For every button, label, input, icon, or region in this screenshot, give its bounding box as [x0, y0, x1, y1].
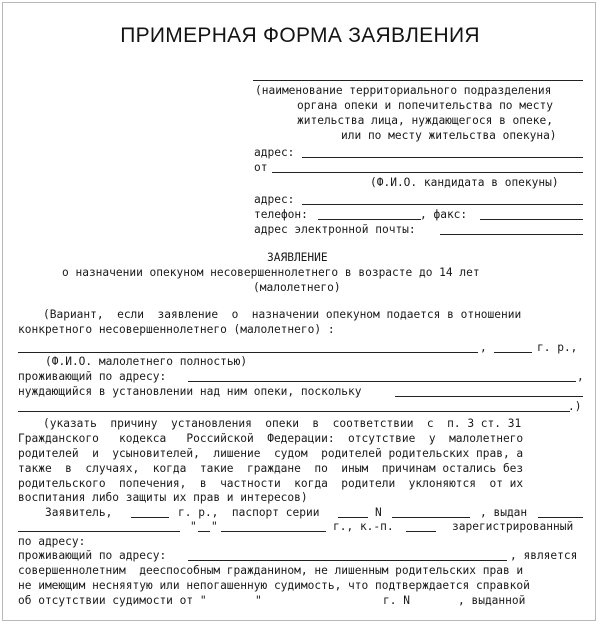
- fax-label: , факс:: [420, 208, 468, 221]
- issue-month-field[interactable]: [221, 531, 326, 532]
- authority-hint-1: (наименование территориального подразделения: [255, 84, 552, 97]
- statement-subtitle: о назначении опекуном несовершеннолетнего в возрасте до 14 лет: [62, 266, 480, 279]
- residing-label-2: проживающий по адресу:: [18, 549, 167, 562]
- fax-field[interactable]: [480, 219, 583, 220]
- certificate-number-label: г. N: [383, 594, 410, 607]
- issued-label: , выдан: [480, 506, 528, 519]
- statement-title: ЗАЯВЛЕНИЕ: [267, 251, 328, 264]
- needs-guardianship-label: нуждающийся в установлении над ним опеки, поскольку: [18, 385, 362, 398]
- phone-field[interactable]: [318, 219, 421, 220]
- authority-hint-4: или по месту жительства опекуна): [341, 129, 557, 142]
- candidate-name-hint: (Ф.И.О. кандидата в опекуны): [370, 176, 559, 189]
- reason-text-1: (указать причину установления опеки в соответствии с п. 3 ст. 31: [43, 417, 522, 430]
- registered-label: зарегистрированный: [452, 520, 574, 533]
- eligibility-text-2: не имеющим несняятую или непогашенную судимость, что подтверждается справкой: [18, 579, 530, 592]
- passport-number-label: N: [375, 506, 382, 519]
- residing-label: проживающий по адресу:: [18, 370, 167, 383]
- issue-day-field[interactable]: [198, 531, 210, 532]
- candidate-address-field[interactable]: [302, 204, 583, 205]
- certificate-quote: ": [255, 594, 262, 607]
- minor-name-hint: (Ф.И.О. малолетнего полностью): [45, 355, 248, 368]
- birth-year-label: г. р.,: [537, 341, 578, 354]
- division-code-label: г., к.-п.: [333, 520, 394, 533]
- issued-by-field-2[interactable]: [18, 531, 180, 532]
- page-title: ПРИМЕРНАЯ ФОРМА ЗАЯВЛЕНИЯ: [120, 24, 480, 47]
- reason-text-3: родителей и усыновителей, лишение судом родителей родительских прав, а: [18, 447, 524, 460]
- comma: ,: [480, 341, 487, 354]
- variant-text-2: конкретного несовершеннолетнего (малолетнего) :: [18, 323, 335, 336]
- minor-name-field[interactable]: [18, 352, 478, 353]
- email-field[interactable]: [440, 234, 583, 235]
- passport-series-label: г. р., паспорт серии: [178, 506, 320, 519]
- minor-address-field[interactable]: [188, 381, 576, 382]
- reason-text-4: также в случаях, когда такие граждане по иным причинам остались без: [18, 462, 524, 475]
- applicant-label: Заявитель,: [45, 506, 113, 519]
- email-label: адрес электронной почты:: [254, 223, 416, 236]
- eligibility-text-1: совершеннолетним дееспособным гражданином, не лишенным родительских прав и: [18, 564, 524, 577]
- authority-hint-2: органа опеки и попечительства по месту: [297, 99, 553, 112]
- applicant-address-field[interactable]: [188, 560, 507, 561]
- is-label: , является: [510, 549, 578, 562]
- candidate-address-label: адрес:: [254, 193, 295, 206]
- address-label: адрес:: [254, 146, 295, 159]
- from-label: от: [254, 161, 268, 174]
- reason-text-5: родительского попечения, в частности когда родители уклоняются от их: [18, 477, 524, 490]
- reason-close: .): [568, 400, 582, 413]
- reason-field-1[interactable]: [395, 396, 583, 397]
- phone-label: телефон:: [254, 208, 308, 221]
- certificate-issued-label: , выданной: [458, 594, 526, 607]
- statement-subtitle-2: (малолетнего): [253, 281, 341, 294]
- applicant-birth-year-field[interactable]: [131, 517, 169, 518]
- minor-birth-year-field[interactable]: [494, 352, 532, 353]
- passport-number-field[interactable]: [392, 517, 470, 518]
- reason-text-2: Гражданского кодекса Российской Федерации: отсутствие у малолетнего: [18, 432, 524, 445]
- at-address-label: по адресу:: [18, 535, 86, 548]
- authority-hint-3: жительства лица, нуждающегося в опеке,: [297, 114, 553, 127]
- reason-field-2[interactable]: [18, 411, 570, 412]
- certificate-label: об отсутствии судимости от ": [18, 594, 207, 607]
- division-code-field[interactable]: [406, 531, 436, 532]
- authority-name-line[interactable]: [253, 80, 583, 81]
- address-field[interactable]: [302, 157, 583, 158]
- variant-text-1: (Вариант, если заявление о назначении опекуном подается в отношении: [43, 308, 522, 321]
- close-quote: ": [211, 520, 218, 533]
- residing-comma: ,: [577, 370, 584, 383]
- passport-series-field[interactable]: [338, 517, 368, 518]
- candidate-name-field[interactable]: [272, 172, 583, 173]
- open-quote: ": [190, 520, 197, 533]
- issued-by-field[interactable]: [538, 517, 583, 518]
- reason-text-6: воспитания либо защиты их прав и интересов): [18, 491, 308, 504]
